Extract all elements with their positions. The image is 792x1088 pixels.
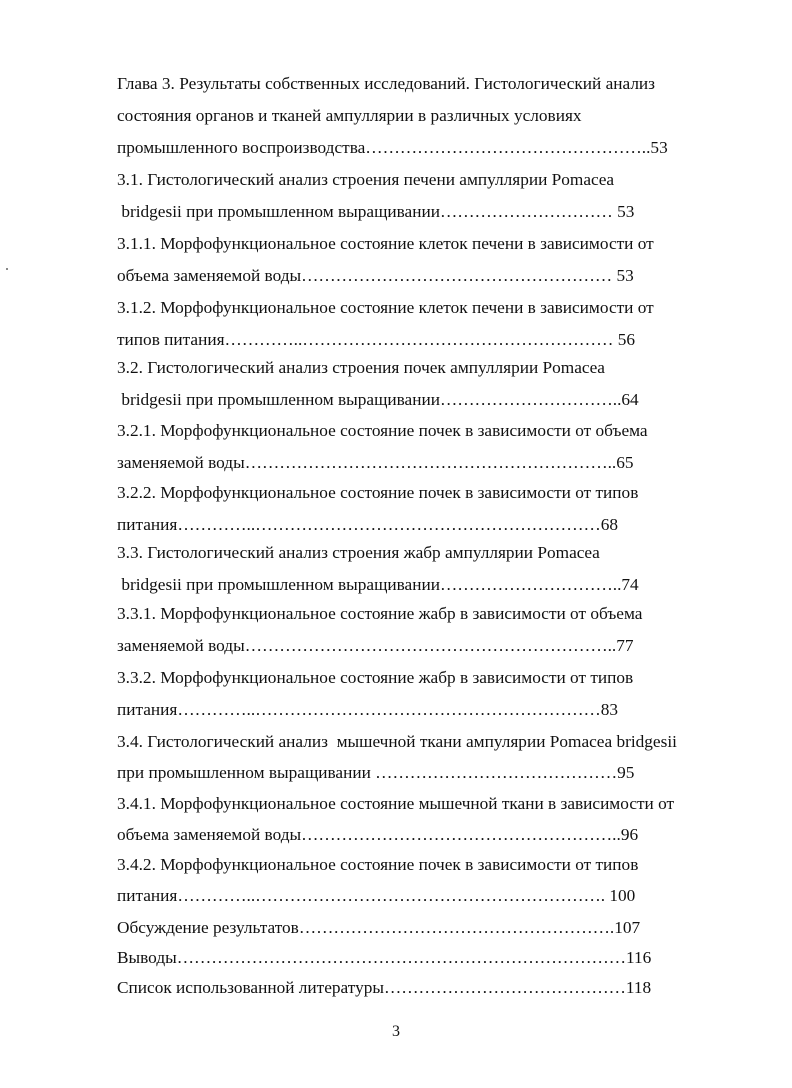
toc-line: bridgesii при промышленном выращивании…………………………..64 <box>117 390 639 409</box>
toc-line: 3.4.1. Морфофункциональное состояние мышечной ткани в зависимости от <box>117 794 675 813</box>
toc-line: 3.3. Гистологический анализ строения жабр ампуллярии Pomacea <box>117 543 600 562</box>
toc-line: bridgesii при промышленном выращивании…………………………..74 <box>117 575 639 594</box>
toc-line: заменяемой воды………………………………………………………..77 <box>117 636 634 655</box>
toc-line: 3.3.1. Морфофункциональное состояние жабр в зависимости от объема <box>117 604 643 623</box>
toc-line: при промышленном выращивании ……………………………………95 <box>117 763 635 782</box>
toc-line: 3.1.1. Морфофункциональное состояние клеток печени в зависимости от <box>117 234 654 253</box>
toc-line: заменяемой воды………………………………………………………..65 <box>117 453 634 472</box>
toc-line: 3.2.2. Морфофункциональное состояние почек в зависимости от типов <box>117 483 639 502</box>
scan-speck <box>6 268 8 270</box>
toc-line: Глава 3. Результаты собственных исследований. Гистологический анализ <box>117 74 656 93</box>
toc-line: 3.4.2. Морфофункциональное состояние почек в зависимости от типов <box>117 855 639 874</box>
toc-line: Список использованной литературы……………………………………118 <box>117 978 652 997</box>
toc-line: 3.1.2. Морфофункциональное состояние клеток печени в зависимости от <box>117 298 654 317</box>
page-number: 3 <box>392 1023 400 1040</box>
toc-line: состояния органов и тканей ампуллярии в различных условиях <box>117 106 582 125</box>
toc-line: 3.2.1. Морфофункциональное состояние почек в зависимости от объема <box>117 421 648 440</box>
toc-line: bridgesii при промышленном выращивании………………………… 53 <box>117 202 635 221</box>
toc-line: объема заменяемой воды………………………………………………..96 <box>117 825 639 844</box>
toc-line: питания…………..……………………………………………………68 <box>117 515 619 534</box>
toc-line: 3.1. Гистологический анализ строения печени ампуллярии Pomacea <box>117 170 615 189</box>
toc-line: типов питания…………..……………………………………………… 56 <box>117 330 635 349</box>
toc-line: Выводы……………………………………………………………………116 <box>117 948 652 967</box>
toc-line: питания…………..……………………………………………………83 <box>117 700 619 719</box>
toc-line: 3.2. Гистологический анализ строения почек ампуллярии Pomacea <box>117 358 605 377</box>
toc-line: питания…………..……………………………………………………. 100 <box>117 886 636 905</box>
toc-line: объема заменяемой воды……………………………………………… 53 <box>117 266 634 285</box>
toc-line: промышленного воспроизводства…………………………………………..53 <box>117 138 668 157</box>
toc-line: Обсуждение результатов……………………………………………….107 <box>117 918 641 937</box>
toc-line: 3.3.2. Морфофункциональное состояние жабр в зависимости от типов <box>117 668 634 687</box>
toc-line: 3.4. Гистологический анализ мышечной ткани ампулярии Pomacea bridgesii <box>117 732 677 751</box>
